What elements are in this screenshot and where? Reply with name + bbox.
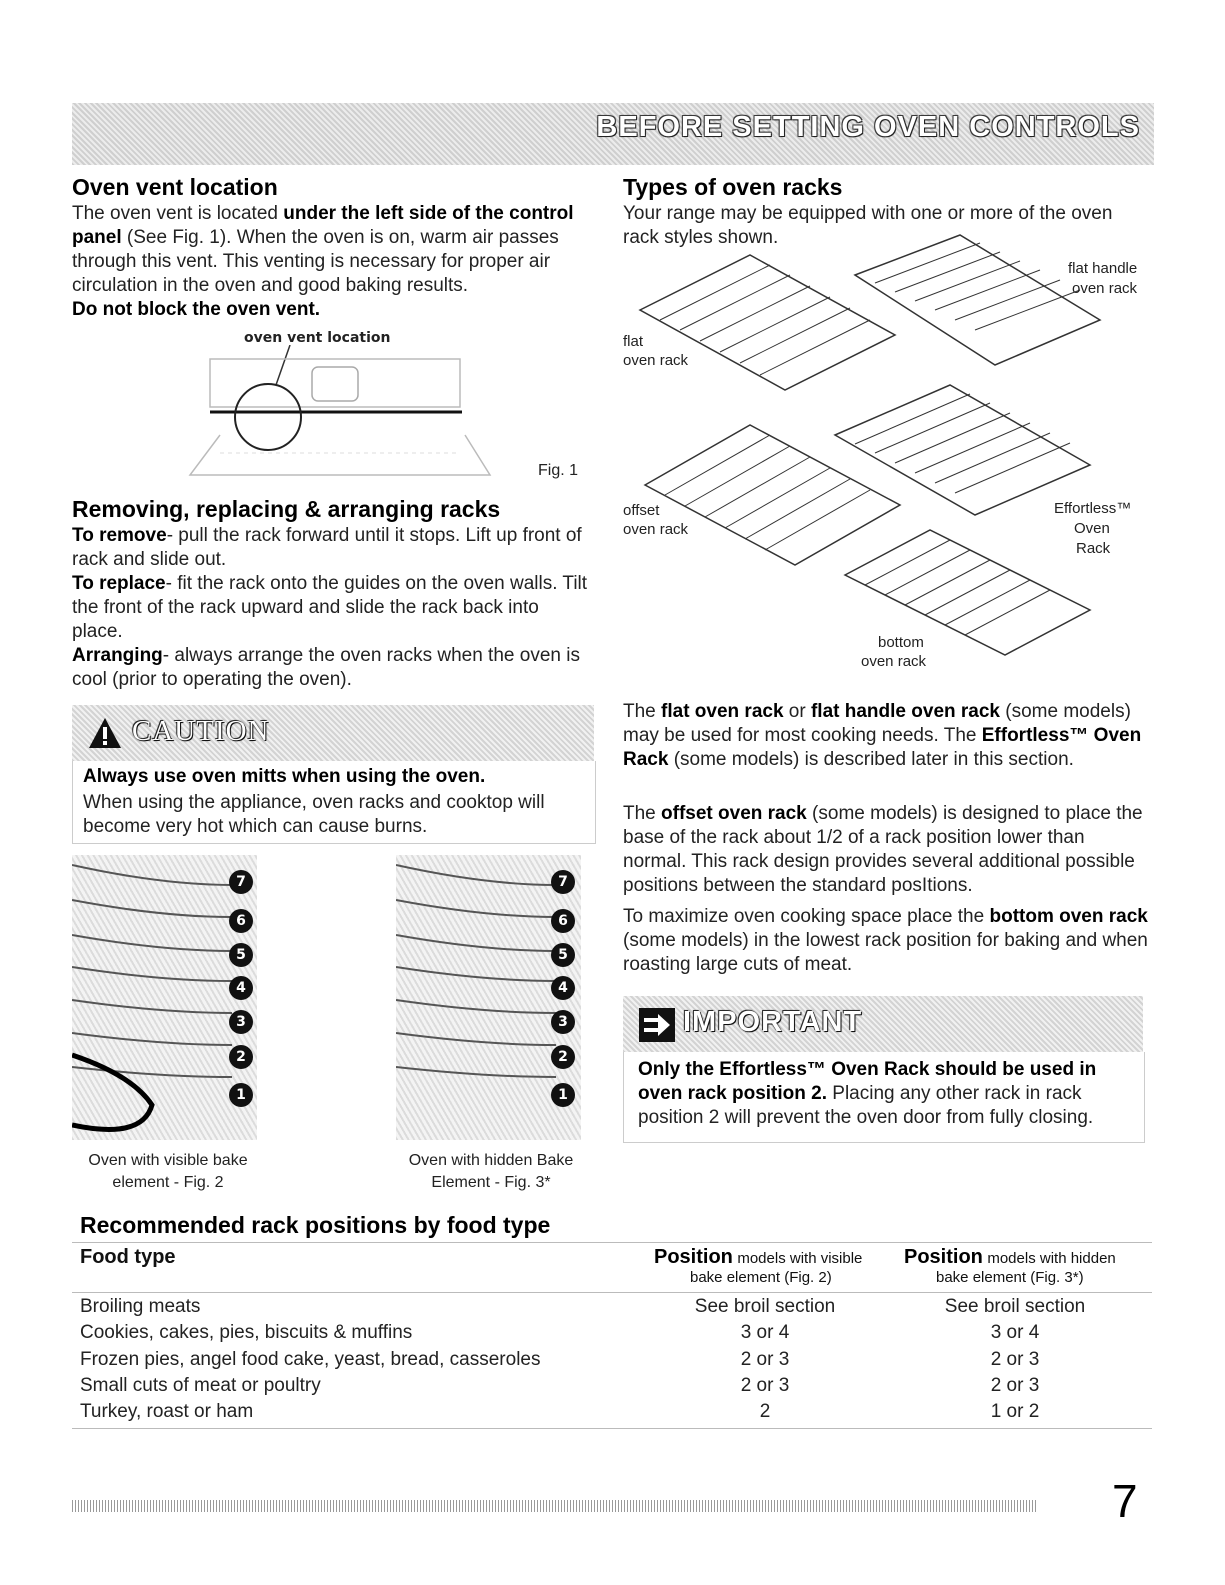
important-text: Only the Effortless™ Oven Rack should be used in oven rack position 2. Placing any other rack in rack position 2 will prevent the oven door from fully closing. [638, 1059, 1097, 1128]
fig1-caption: Fig. 1 [538, 462, 579, 479]
page-number: 7 [1112, 1475, 1138, 1527]
rack-position-7: 7 [229, 870, 253, 894]
rack-position-2: 2 [551, 1045, 575, 1069]
vent-heading: Oven vent location [72, 174, 278, 200]
vent-warning: Do not block the oven vent. [72, 299, 321, 320]
rack-position-3: 3 [229, 1010, 253, 1034]
oven-vent-figure [180, 345, 510, 495]
rack-position-5: 5 [551, 943, 575, 967]
rack-position-4: 4 [229, 976, 253, 1000]
table-row: Small cuts of meat or poultry 2 or 3 2 or 3 [80, 1375, 1040, 1396]
rack-types-illustration [620, 225, 1150, 680]
types-heading: Types of oven racks [623, 174, 843, 200]
vent-paragraph: The oven vent is located under the left side of the control panel (See Fig. 1). When the oven is on, warm air passes through this vent. This venting is necessary for proper air circulation in the oven and good baking results. [72, 203, 574, 296]
table-rule-header [72, 1292, 1152, 1293]
arrange-paragraph: Arranging- always arrange the oven racks when the oven is cool (prior to operating the oven). [72, 645, 580, 690]
section-title: BEFORE SETTING OVEN CONTROLS [596, 111, 1140, 143]
fig3-caption-1: Oven with hidden Bake [408, 1152, 574, 1169]
table-row: Frozen pies, angel food cake, yeast, bread, casseroles 2 or 3 2 or 3 [80, 1349, 1040, 1370]
vent-figure-label: oven vent location [244, 330, 391, 346]
fig3-oven-hidden-bake [396, 855, 581, 1140]
label-effortless: Effortless™ [1054, 500, 1132, 517]
fig3-caption-2: Element - Fig. 3* [431, 1174, 551, 1191]
table-row: Broiling meats See broil section See broil section [80, 1296, 1086, 1317]
label-bottom: bottom [878, 634, 924, 651]
rack-position-1: 1 [229, 1083, 253, 1107]
fig2-oven-visible-bake [72, 855, 257, 1140]
caution-text: When using the appliance, oven racks and cooktop will become very hot which can cause burns. [83, 792, 545, 837]
label-offset: offset [623, 502, 660, 519]
racks-heading: Removing, replacing & arranging racks [72, 496, 501, 522]
label-effortless-2: Oven [1074, 520, 1110, 537]
replace-paragraph: To replace- fit the rack onto the guides on the oven walls. Tilt the front of the rack upward and slide the rack back into place. [72, 573, 588, 642]
rack-position-7: 7 [551, 870, 575, 894]
label-offset-2: oven rack [623, 521, 689, 538]
arrow-box-icon [639, 1008, 675, 1042]
important-body [623, 1052, 1145, 1143]
caution-bold: Always use oven mitts when using the oven. [83, 766, 486, 787]
table-rule-bottom [72, 1428, 1152, 1429]
section-banner [72, 103, 1154, 165]
label-flat: flat [623, 333, 644, 350]
types-paragraph-2: The offset oven rack (some models) is designed to place the base of the rack about 1/2 of a rack position lower than normal. This rack design provides several additional possible positions between the standard posItions. [623, 803, 1143, 896]
label-flat-handle: flat handle [1068, 260, 1138, 277]
types-intro: Your range may be equipped with one or more of the oven rack styles shown. [623, 203, 1113, 248]
fig2-caption-2: element - Fig. 2 [112, 1174, 224, 1191]
rack-position-3: 3 [551, 1010, 575, 1034]
important-title: IMPORTANT [683, 1006, 863, 1038]
important-header [623, 996, 1143, 1052]
fig2-caption-1: Oven with visible bake [88, 1152, 248, 1169]
remove-paragraph: To remove- pull the rack forward until it stops. Lift up front of rack and slide out. [72, 525, 582, 570]
rack-position-6: 6 [551, 909, 575, 933]
label-flat-2: oven rack [623, 352, 689, 369]
col-food-type: Food type [80, 1246, 176, 1268]
label-flat-handle-2: oven rack [1072, 280, 1138, 297]
label-effortless-3: Rack [1076, 540, 1111, 557]
rack-position-2: 2 [229, 1045, 253, 1069]
types-paragraph-3: To maximize oven cooking space place the bottom oven rack (some models) in the lowest rack position for baking and when roasting large cuts of meat. [623, 906, 1148, 975]
rack-position-5: 5 [229, 943, 253, 967]
table-row: Turkey, roast or ham 2 1 or 2 [80, 1401, 1040, 1422]
rack-position-4: 4 [551, 976, 575, 1000]
warning-triangle-icon [88, 717, 122, 749]
col-position-visible: Position models with visible bake element (Fig. 2) [654, 1246, 863, 1286]
footer-bar [72, 1500, 1037, 1512]
rack-position-1: 1 [551, 1083, 575, 1107]
rack-position-6: 6 [229, 909, 253, 933]
caution-title: CAUTION [132, 715, 270, 747]
caution-body [72, 761, 596, 844]
col-position-hidden: Position models with hidden bake element (Fig. 3*) [904, 1246, 1116, 1286]
table-row: Cookies, cakes, pies, biscuits & muffins 3 or 4 3 or 4 [80, 1322, 1040, 1343]
types-paragraph-1: The flat oven rack or flat handle oven rack (some models) may be used for most cooking needs. The Effortless™ Oven Rack (some models) is described later in this section. [623, 701, 1142, 770]
label-bottom-2: oven rack [861, 653, 927, 670]
caution-header [72, 705, 594, 761]
table-rule-top [72, 1242, 1152, 1243]
table-heading: Recommended rack positions by food type [80, 1212, 551, 1238]
